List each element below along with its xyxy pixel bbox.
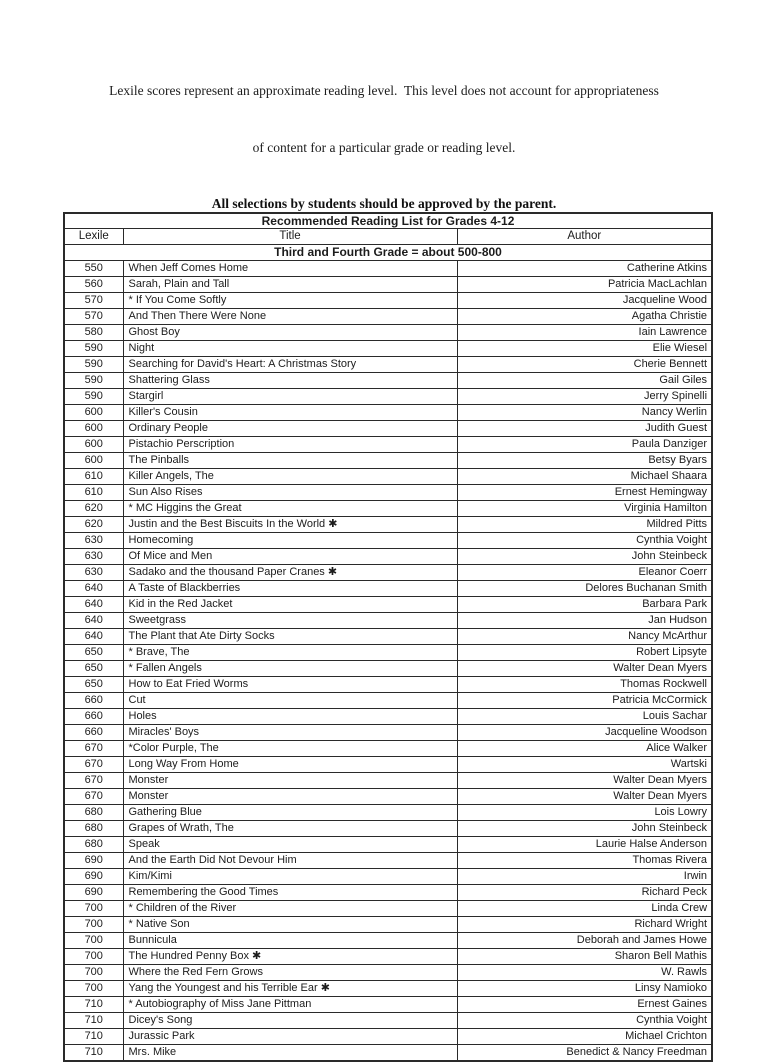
table-row — [64, 661, 712, 677]
table-title: Recommended Reading List for Grades 4-12 — [64, 213, 712, 229]
table-row — [64, 917, 712, 933]
lexile-cell: 600 — [64, 421, 123, 437]
author-cell: John Steinbeck — [457, 821, 712, 837]
table-row — [64, 629, 712, 645]
table-row — [64, 853, 712, 869]
title-cell: A Taste of Blackberries — [123, 581, 457, 597]
author-cell: Barbara Park — [457, 597, 712, 613]
title-cell: Remembering the Good Times — [123, 885, 457, 901]
lexile-cell: 600 — [64, 437, 123, 453]
table-row — [64, 933, 712, 949]
author-cell: Mildred Pitts — [457, 517, 712, 533]
author-cell: Walter Dean Myers — [457, 661, 712, 677]
table-row — [64, 725, 712, 741]
table-row — [64, 325, 712, 341]
table-row — [64, 581, 712, 597]
author-cell: Cherie Bennett — [457, 357, 712, 373]
table-row — [64, 885, 712, 901]
title-cell: Killer's Cousin — [123, 405, 457, 421]
lexile-cell: 700 — [64, 981, 123, 997]
grade-section-header: Third and Fourth Grade = about 500-800 — [64, 245, 712, 261]
author-cell: Patricia MacLachlan — [457, 277, 712, 293]
author-cell: Betsy Byars — [457, 453, 712, 469]
table-row — [64, 741, 712, 757]
table-row — [64, 805, 712, 821]
author-cell: Catherine Atkins — [457, 261, 712, 277]
author-cell: W. Rawls — [457, 965, 712, 981]
table-row — [64, 901, 712, 917]
author-cell: Robert Lipsyte — [457, 645, 712, 661]
title-cell: Shattering Glass — [123, 373, 457, 389]
table-row — [64, 837, 712, 853]
author-cell: Judith Guest — [457, 421, 712, 437]
lexile-cell: 700 — [64, 965, 123, 981]
author-cell: Lois Lowry — [457, 805, 712, 821]
author-cell: Paula Danziger — [457, 437, 712, 453]
author-cell: Jerry Spinelli — [457, 389, 712, 405]
table-row — [64, 1013, 712, 1029]
author-cell: Patricia McCormick — [457, 693, 712, 709]
title-cell: * Native Son — [123, 917, 457, 933]
table-row — [64, 597, 712, 613]
lexile-cell: 670 — [64, 757, 123, 773]
lexile-cell: 600 — [64, 405, 123, 421]
lexile-cell: 650 — [64, 677, 123, 693]
lexile-cell: 650 — [64, 661, 123, 677]
lexile-cell: 690 — [64, 885, 123, 901]
table-row — [64, 517, 712, 533]
title-cell: Monster — [123, 789, 457, 805]
table-row — [64, 1045, 712, 1062]
lexile-cell: 590 — [64, 357, 123, 373]
table-row — [64, 965, 712, 981]
approval-note: All selections by students should be approved by the parent. — [211, 196, 557, 211]
author-cell: Louis Sachar — [457, 709, 712, 725]
table-row — [64, 613, 712, 629]
title-cell: * If You Come Softly — [123, 293, 457, 309]
lexile-cell: 610 — [64, 469, 123, 485]
title-cell: Kim/Kimi — [123, 869, 457, 885]
author-cell: Richard Wright — [457, 917, 712, 933]
intro-line-1: Lexile scores represent an approximate reading level. This level does not account for appropriateness — [109, 83, 659, 98]
lexile-cell: 660 — [64, 709, 123, 725]
table-row — [64, 773, 712, 789]
lexile-cell: 570 — [64, 309, 123, 325]
title-cell: Long Way From Home — [123, 757, 457, 773]
lexile-cell: 590 — [64, 389, 123, 405]
author-cell: Michael Crichton — [457, 1029, 712, 1045]
table-row — [64, 821, 712, 837]
author-cell: Sharon Bell Mathis — [457, 949, 712, 965]
author-cell: Jan Hudson — [457, 613, 712, 629]
title-cell: Sun Also Rises — [123, 485, 457, 501]
table-title-row — [64, 213, 712, 229]
title-cell: Stargirl — [123, 389, 457, 405]
title-cell: Searching for David's Heart: A Christmas Story — [123, 357, 457, 373]
column-header-row — [64, 229, 712, 245]
title-cell: The Plant that Ate Dirty Socks — [123, 629, 457, 645]
lexile-cell: 620 — [64, 517, 123, 533]
table-row — [64, 453, 712, 469]
table-row — [64, 869, 712, 885]
title-cell: * MC Higgins the Great — [123, 501, 457, 517]
column-header-title: Title — [123, 229, 457, 245]
lexile-cell: 640 — [64, 597, 123, 613]
lexile-cell: 590 — [64, 341, 123, 357]
title-cell: * Children of the River — [123, 901, 457, 917]
title-cell: The Hundred Penny Box ✱ — [123, 949, 457, 965]
author-cell: Agatha Christie — [457, 309, 712, 325]
reading-list-body — [64, 261, 712, 1062]
title-cell: * Brave, The — [123, 645, 457, 661]
author-cell: Laurie Halse Anderson — [457, 837, 712, 853]
author-cell: Wartski — [457, 757, 712, 773]
title-cell: Kid in the Red Jacket — [123, 597, 457, 613]
table-row — [64, 981, 712, 997]
title-cell: Gathering Blue — [123, 805, 457, 821]
title-cell: *Color Purple, The — [123, 741, 457, 757]
lexile-cell: 710 — [64, 1045, 123, 1062]
title-cell: Miracles' Boys — [123, 725, 457, 741]
author-cell: Thomas Rivera — [457, 853, 712, 869]
intro-line-2: of content for a particular grade or reading level. — [252, 140, 516, 155]
table-row — [64, 357, 712, 373]
title-cell: Dicey's Song — [123, 1013, 457, 1029]
title-cell: Ghost Boy — [123, 325, 457, 341]
table-row — [64, 405, 712, 421]
lexile-cell: 610 — [64, 485, 123, 501]
table-row — [64, 693, 712, 709]
author-cell: Ernest Hemingway — [457, 485, 712, 501]
table-row — [64, 533, 712, 549]
table-row — [64, 949, 712, 965]
title-cell: Justin and the Best Biscuits In the World ✱ — [123, 517, 457, 533]
author-cell: Nancy McArthur — [457, 629, 712, 645]
title-cell: Night — [123, 341, 457, 357]
lexile-cell: 620 — [64, 501, 123, 517]
lexile-cell: 700 — [64, 949, 123, 965]
lexile-cell: 580 — [64, 325, 123, 341]
title-cell: Speak — [123, 837, 457, 853]
lexile-cell: 700 — [64, 933, 123, 949]
lexile-cell: 640 — [64, 613, 123, 629]
table-row — [64, 677, 712, 693]
table-row — [64, 469, 712, 485]
lexile-cell: 660 — [64, 725, 123, 741]
author-cell: Iain Lawrence — [457, 325, 712, 341]
lexile-cell: 680 — [64, 821, 123, 837]
title-cell: When Jeff Comes Home — [123, 261, 457, 277]
author-cell: Nancy Werlin — [457, 405, 712, 421]
title-cell: Of Mice and Men — [123, 549, 457, 565]
title-cell: Pistachio Perscription — [123, 437, 457, 453]
table-row — [64, 485, 712, 501]
lexile-cell: 700 — [64, 917, 123, 933]
title-cell: * Fallen Angels — [123, 661, 457, 677]
lexile-cell: 630 — [64, 549, 123, 565]
title-cell: Holes — [123, 709, 457, 725]
lexile-cell: 670 — [64, 741, 123, 757]
title-cell: Ordinary People — [123, 421, 457, 437]
table-row — [64, 341, 712, 357]
lexile-cell: 670 — [64, 789, 123, 805]
title-cell: Yang the Youngest and his Terrible Ear ✱ — [123, 981, 457, 997]
table-row — [64, 1029, 712, 1045]
table-row — [64, 997, 712, 1013]
lexile-cell: 650 — [64, 645, 123, 661]
author-cell: Thomas Rockwell — [457, 677, 712, 693]
author-cell: Eleanor Coerr — [457, 565, 712, 581]
author-cell: Walter Dean Myers — [457, 789, 712, 805]
column-header-author: Author — [457, 229, 712, 245]
author-cell: Walter Dean Myers — [457, 773, 712, 789]
lexile-cell: 550 — [64, 261, 123, 277]
title-cell: Sadako and the thousand Paper Cranes ✱ — [123, 565, 457, 581]
table-row — [64, 645, 712, 661]
table-row — [64, 709, 712, 725]
column-header-lexile: Lexile — [64, 229, 123, 245]
table-row — [64, 293, 712, 309]
table-row — [64, 757, 712, 773]
lexile-cell: 660 — [64, 693, 123, 709]
table-row — [64, 373, 712, 389]
author-cell: Michael Shaara — [457, 469, 712, 485]
lexile-cell: 640 — [64, 629, 123, 645]
author-cell: Richard Peck — [457, 885, 712, 901]
grade-section-row — [64, 245, 712, 261]
author-cell: Delores Buchanan Smith — [457, 581, 712, 597]
lexile-cell: 640 — [64, 581, 123, 597]
title-cell: Grapes of Wrath, The — [123, 821, 457, 837]
author-cell: Linsy Namioko — [457, 981, 712, 997]
table-row — [64, 789, 712, 805]
title-cell: Sarah, Plain and Tall — [123, 277, 457, 293]
lexile-cell: 710 — [64, 1029, 123, 1045]
title-cell: How to Eat Fried Worms — [123, 677, 457, 693]
author-cell: Alice Walker — [457, 741, 712, 757]
lexile-cell: 600 — [64, 453, 123, 469]
title-cell: Homecoming — [123, 533, 457, 549]
title-cell: Mrs. Mike — [123, 1045, 457, 1062]
author-cell: Gail Giles — [457, 373, 712, 389]
table-row — [64, 261, 712, 277]
table-row — [64, 501, 712, 517]
table-row — [64, 309, 712, 325]
lexile-cell: 710 — [64, 1013, 123, 1029]
author-cell: Cynthia Voight — [457, 1013, 712, 1029]
lexile-cell: 630 — [64, 533, 123, 549]
author-cell: Cynthia Voight — [457, 533, 712, 549]
title-cell: Bunnicula — [123, 933, 457, 949]
table-row — [64, 565, 712, 581]
lexile-cell: 710 — [64, 997, 123, 1013]
title-cell: And the Earth Did Not Devour Him — [123, 853, 457, 869]
lexile-cell: 700 — [64, 901, 123, 917]
author-cell: Ernest Gaines — [457, 997, 712, 1013]
reading-list-table — [63, 212, 713, 1062]
lexile-cell: 690 — [64, 869, 123, 885]
title-cell: The Pinballs — [123, 453, 457, 469]
lexile-cell: 570 — [64, 293, 123, 309]
lexile-cell: 680 — [64, 805, 123, 821]
author-cell: Jacqueline Wood — [457, 293, 712, 309]
title-cell: Cut — [123, 693, 457, 709]
author-cell: Irwin — [457, 869, 712, 885]
table-row — [64, 549, 712, 565]
title-cell: Sweetgrass — [123, 613, 457, 629]
lexile-cell: 680 — [64, 837, 123, 853]
table-row — [64, 421, 712, 437]
author-cell: Jacqueline Woodson — [457, 725, 712, 741]
title-cell: Monster — [123, 773, 457, 789]
lexile-cell: 560 — [64, 277, 123, 293]
author-cell: Elie Wiesel — [457, 341, 712, 357]
title-cell: And Then There Were None — [123, 309, 457, 325]
author-cell: Deborah and James Howe — [457, 933, 712, 949]
table-row — [64, 437, 712, 453]
title-cell: * Autobiography of Miss Jane Pittman — [123, 997, 457, 1013]
lexile-cell: 690 — [64, 853, 123, 869]
lexile-cell: 630 — [64, 565, 123, 581]
author-cell: Linda Crew — [457, 901, 712, 917]
table-row — [64, 389, 712, 405]
intro-text — [0, 43, 768, 195]
author-cell: John Steinbeck — [457, 549, 712, 565]
lexile-cell: 670 — [64, 773, 123, 789]
author-cell: Virginia Hamilton — [457, 501, 712, 517]
table-row — [64, 277, 712, 293]
author-cell: Benedict & Nancy Freedman — [457, 1045, 712, 1062]
title-cell: Jurassic Park — [123, 1029, 457, 1045]
title-cell: Killer Angels, The — [123, 469, 457, 485]
lexile-cell: 590 — [64, 373, 123, 389]
title-cell: Where the Red Fern Grows — [123, 965, 457, 981]
